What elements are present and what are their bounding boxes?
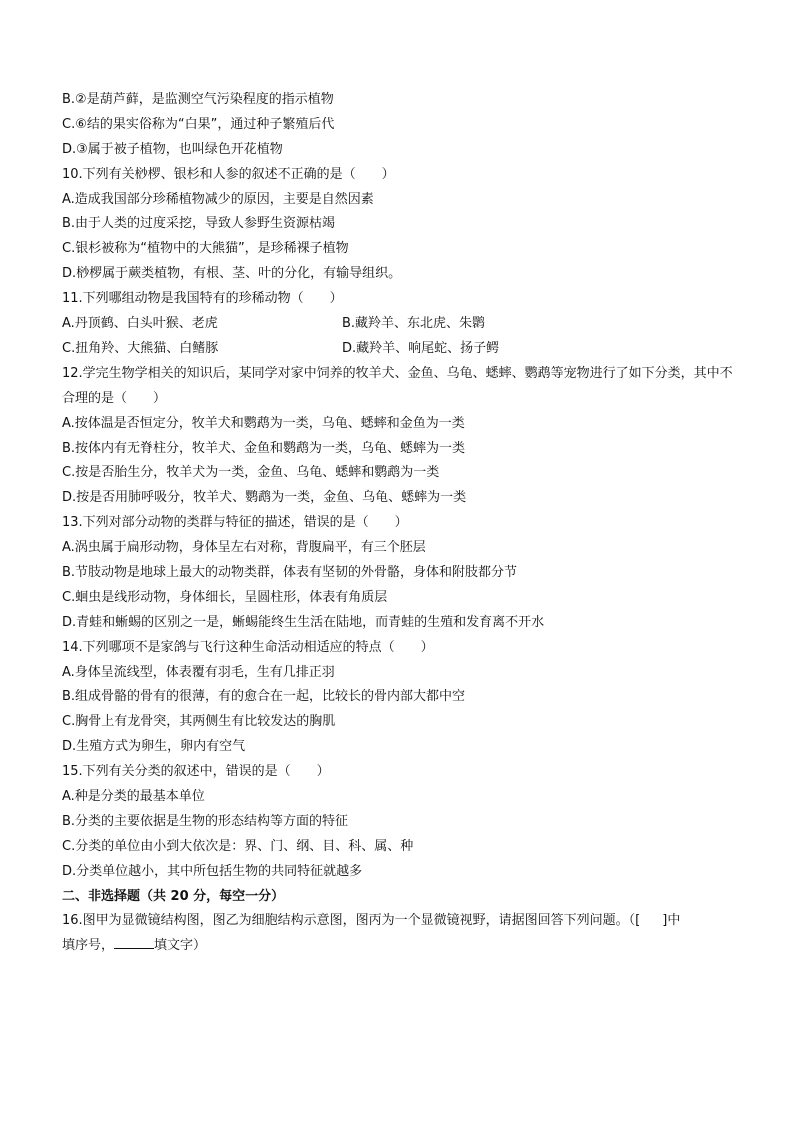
q13-stem: 13.下列对部分动物的类群与特征的描述，错误的是（ ）	[62, 515, 408, 531]
q14-stem: 14.下列哪项不是家鸽与飞行这种生命活动相适应的特点（ ）	[62, 639, 434, 655]
q13-option-b: B.节肢动物是地球上最大的动物类群，体表有坚韧的外骨骼，身体和附肢都分节	[62, 564, 518, 580]
q15-option-c: C.分类的单位由小到大依次是：界、门、纲、目、科、属、种	[62, 838, 414, 854]
q14-option-c: C.胸骨上有龙骨突，其两侧生有比较发达的胸肌	[62, 714, 336, 730]
q11-option-c: C.扭角羚、大熊猫、白鳍豚	[62, 340, 219, 356]
q9-option-d: D.③属于被子植物，也叫绿色开花植物	[62, 141, 283, 157]
q14-option-a: A.身体呈流线型，体表覆有羽毛，生有几排正羽	[62, 664, 335, 680]
q11-stem: 11.下列哪组动物是我国特有的珍稀动物（ ）	[62, 291, 343, 307]
q15-stem: 15.下列有关分类的叙述中，错误的是（ ）	[62, 764, 330, 780]
q13-option-d: D.青蛙和蜥蜴的区别之一是，蜥蜴能终生生活在陆地，而青蛙的生殖和发育离不开水	[62, 614, 545, 630]
q10-stem: 10.下列有关桫椤、银杉和人参的叙述不正确的是（ ）	[62, 166, 395, 182]
q12-option-c: C.按是否胎生分，牧羊犬为一类，金鱼、乌龟、蟋蟀和鹦鹉为一类	[62, 465, 440, 481]
section-2-heading: 二、非选择题（共 20 分，每空一分）	[62, 888, 285, 904]
q16-stem-part-2: ]中	[662, 913, 681, 929]
q14-option-b: B.组成骨骼的骨有的很薄，有的愈合在一起，比较长的骨内部大都中空	[62, 689, 466, 705]
q16-stem-part-1: 16.图甲为显微镜结构图，图乙为细胞结构示意图，图丙为一个显微镜视野，请据图回答下列问题。（[	[62, 913, 641, 929]
q16-underline-blank	[114, 936, 154, 949]
exam-page	[62, 88, 742, 959]
q15-option-b: B.分类的主要依据是生物的形态结构等方面的特征	[62, 813, 349, 829]
q11-option-a: A.丹顶鹤、白头叶猴、老虎	[62, 316, 218, 332]
q13-option-c: C.蛔虫是线形动物，身体细长，呈圆柱形，体表有角质层	[62, 589, 388, 605]
q10-option-b: B.由于人类的过度采挖，导致人参野生资源枯竭	[62, 216, 336, 232]
q14-option-d: D.生殖方式为卵生，卵内有空气	[62, 739, 246, 755]
q15-option-d: D.分类单位越小，其中所包括生物的共同特征就越多	[62, 863, 363, 879]
q12-option-d: D.按是否用肺呼吸分，牧羊犬、鹦鹉为一类，金鱼、乌龟、蟋蟀为一类	[62, 490, 467, 506]
q12-stem: 12.学完生物学相关的知识后，某同学对家中饲养的牧羊犬、金鱼、乌龟、蟋蟀、鹦鹉等宠物进行了如下分类，其中不合理的是（ ）	[62, 365, 733, 406]
q16-stem	[62, 909, 742, 959]
q12-option-a: A.按体温是否恒定分，牧羊犬和鹦鹉为一类，乌龟、蟋蟀和金鱼为一类	[62, 415, 465, 431]
q11-option-d: D.藏羚羊、响尾蛇、扬子鳄	[342, 340, 500, 356]
q9-option-c: C.⑥结的果实俗称为“白果”，通过种子繁殖后代	[62, 116, 335, 132]
q11-option-b: B.藏羚羊、东北虎、朱鹮	[342, 316, 486, 332]
q15-option-a: A.种是分类的最基本单位	[62, 788, 205, 804]
q9-option-b: B.②是葫芦藓，是监测空气污染程度的指示植物	[62, 92, 334, 107]
q16-stem-part-3: 填序号，	[62, 938, 115, 954]
q12-option-b: B.按体内有无脊柱分，牧羊犬、金鱼和鹦鹉为一类，乌龟、蟋蟀为一类	[62, 440, 466, 456]
q10-option-c: C.银杉被称为“植物中的大熊猫”，是珍稀裸子植物	[62, 241, 349, 257]
q11-options-row-1	[62, 312, 742, 337]
q13-option-a: A.涡虫属于扁形动物，身体呈左右对称，背腹扁平，有三个胚层	[62, 540, 426, 556]
q10-option-a: A.造成我国部分珍稀植物减少的原因，主要是自然因素	[62, 191, 374, 207]
q10-option-d: D.桫椤属于蕨类植物，有根、茎、叶的分化，有输导组织。	[62, 266, 402, 282]
q16-stem-part-4: 填文字）	[154, 938, 207, 954]
q11-options-row-2	[62, 337, 742, 362]
